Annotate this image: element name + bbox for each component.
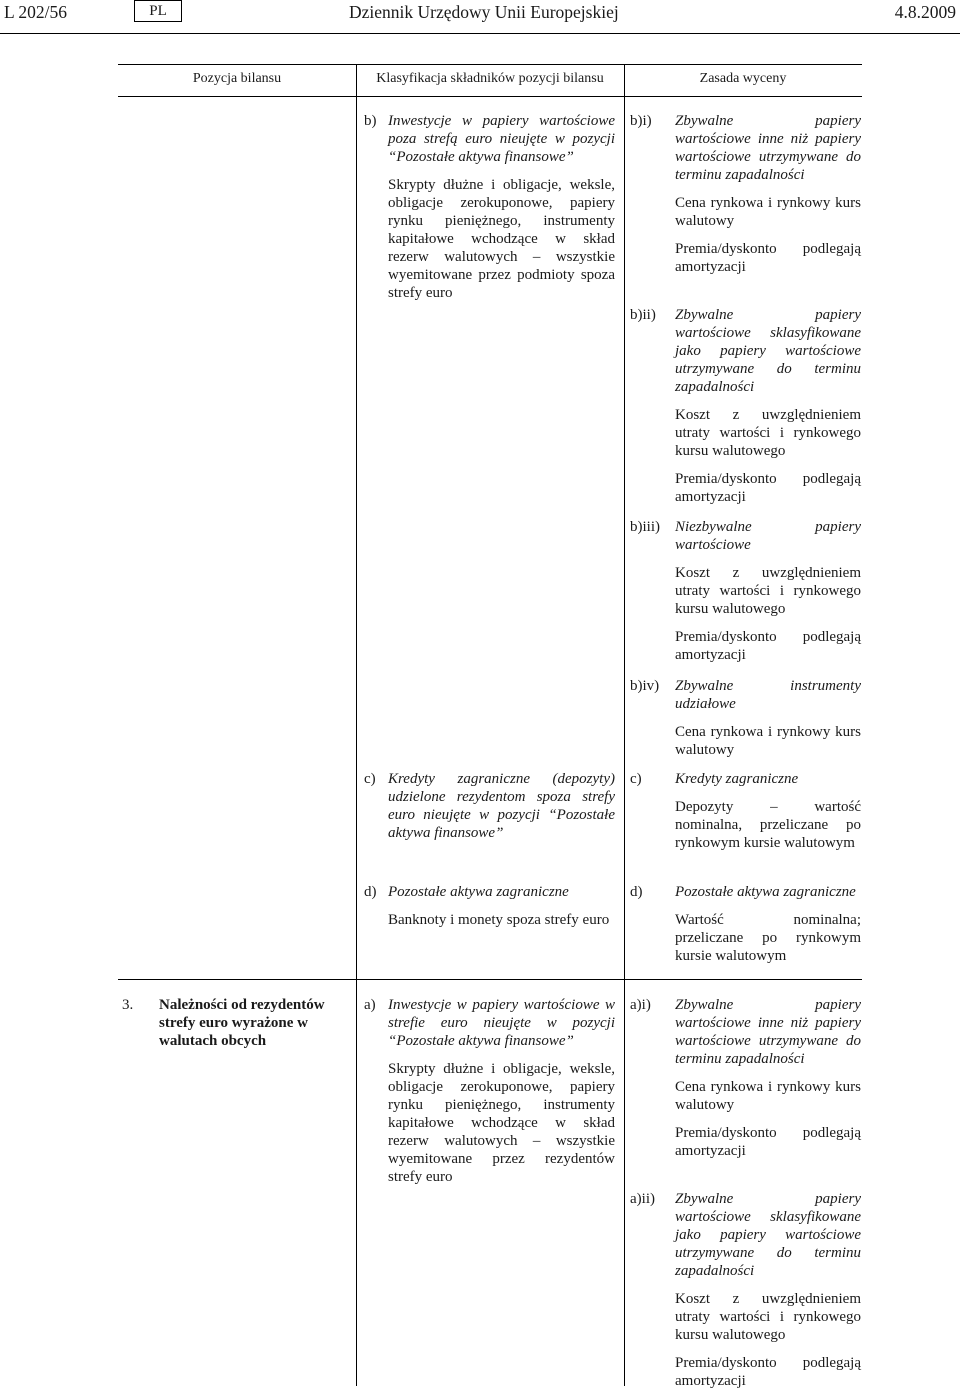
val-bii xyxy=(675,306,861,506)
language-badge: PL xyxy=(134,0,182,22)
val-biv xyxy=(675,677,861,759)
val-ai-label: a)i) xyxy=(630,997,651,1013)
col-header-position: Pozycja bilansu xyxy=(192,71,282,86)
row-c-title: Kredyty zagraniczne (depozyty) udzielone rezydentom spoza strefy euro nieujęte w pozycji “Pozostałe aktywa finansowe” xyxy=(388,771,615,841)
table-header-rule xyxy=(118,96,862,97)
running-header xyxy=(0,0,960,28)
table-top-rule xyxy=(118,64,862,65)
row-3a-classification xyxy=(388,996,615,1186)
val-aii xyxy=(675,1190,861,1390)
val-bii-title: Zbywalne papiery wartościowe sklasyfikowane jako papiery wartościowe utrzymywane do terminu zapadalności xyxy=(675,307,861,395)
row-b-title: Inwestycje w papiery wartościowe poza strefą euro nieujęte w pozycji “Pozostałe aktywa finansowe” xyxy=(388,113,615,165)
val-c-text: Depozyty – wartość nominalna, przeliczane po rynkowym kursie walutowym xyxy=(675,799,861,851)
val-biii-label: b)iii) xyxy=(630,519,660,535)
col-header-classification: Klasyfikacja składników pozycji bilansu xyxy=(376,71,604,86)
val-biii xyxy=(675,518,861,664)
publication-date: 4.8.2009 xyxy=(894,2,956,22)
val-biii-line-1: Koszt z uwzględnieniem utraty wartości i rynkowego kursu walutowego xyxy=(675,565,861,617)
row-3a-text: Skrypty dłużne i obligacje, weksle, obligacje zerokuponowe, papiery rynku pieniężnego, instrumenty kapitałowe wchodzące w skład rezerw walutowych – wszystkie wyemitowane przez rezydentów strefy euro xyxy=(388,1061,615,1185)
val-biv-line-1: Cena rynkowa i rynkowy kurs walutowy xyxy=(675,724,861,758)
val-bi-line-2: Premia/dyskonto podlegają amortyzacji xyxy=(675,241,861,275)
val-ai-title: Zbywalne papiery wartościowe inne niż papiery wartościowe utrzymywane do terminu zapadalności xyxy=(675,997,861,1067)
header-rule xyxy=(0,33,960,34)
row-3-number: 3. xyxy=(122,997,134,1013)
val-bii-label: b)ii) xyxy=(630,307,656,323)
val-c xyxy=(675,770,861,852)
val-bi-line-1: Cena rynkowa i rynkowy kurs walutowy xyxy=(675,195,861,229)
row-d-label: d) xyxy=(364,884,377,900)
row-d-title: Pozostałe aktywa zagraniczne xyxy=(388,884,569,900)
val-bi-label: b)i) xyxy=(630,113,652,129)
row-c-classification xyxy=(388,770,615,842)
val-d-text: Wartość nominalna; przeliczane po rynkowym kursie walutowym xyxy=(675,912,861,964)
journal-title: Dziennik Urzędowy Unii Europejskiej xyxy=(349,2,619,22)
row-3a-title: Inwestycje w papiery wartościowe w strefie euro nieujęte w pozycji “Pozostałe aktywa finansowe” xyxy=(388,997,615,1049)
val-ai xyxy=(675,996,861,1160)
val-bii-line-1: Koszt z uwzględnieniem utraty wartości i rynkowego kursu walutowego xyxy=(675,407,861,459)
val-bi-title: Zbywalne papiery wartościowe inne niż papiery wartościowe utrzymywane do terminu zapadalności xyxy=(675,113,861,183)
row-d-text: Banknoty i monety spoza strefy euro xyxy=(388,912,610,928)
column-divider-1-lower xyxy=(356,980,357,1386)
val-bii-line-2: Premia/dyskonto podlegają amortyzacji xyxy=(675,471,861,505)
val-ai-line-1: Cena rynkowa i rynkowy kurs walutowy xyxy=(675,1079,861,1113)
val-aii-line-1: Koszt z uwzględnieniem utraty wartości i rynkowego kursu walutowego xyxy=(675,1291,861,1343)
val-d xyxy=(675,883,861,965)
row-c-label: c) xyxy=(364,771,376,787)
row-rule xyxy=(118,979,862,980)
val-c-title: Kredyty zagraniczne xyxy=(675,771,799,787)
val-aii-line-2: Premia/dyskonto podlegają amortyzacji xyxy=(675,1355,861,1389)
row-d-classification xyxy=(388,883,615,929)
val-aii-label: a)ii) xyxy=(630,1191,655,1207)
val-biv-title: Zbywalne instrumenty udziałowe xyxy=(675,678,861,712)
row-b-text: Skrypty dłużne i obligacje, weksle, obligacje zerokuponowe, papiery rynku pieniężnego, instrumenty kapitałowe wchodzące w skład rezerw walutowych – wszystkie wyemitowane przez podmioty spoza strefy euro xyxy=(388,177,615,301)
val-d-title: Pozostałe aktywa zagraniczne xyxy=(675,884,856,900)
column-divider-2-lower xyxy=(624,980,625,1386)
val-d-label: d) xyxy=(630,884,643,900)
col-header-valuation: Zasada wyceny xyxy=(699,71,787,86)
val-bi xyxy=(675,112,861,276)
row-b-classification xyxy=(388,112,615,302)
row-b-label: b) xyxy=(364,113,377,129)
page-number: L 202/56 xyxy=(4,2,68,22)
val-c-label: c) xyxy=(630,771,642,787)
row-3-title: Należności od rezydentów strefy euro wyrażone w walutach obcych xyxy=(159,997,325,1049)
val-biv-label: b)iv) xyxy=(630,678,660,694)
column-divider-1 xyxy=(356,64,357,979)
row-3a-label: a) xyxy=(364,997,376,1013)
row-3-position xyxy=(159,996,351,1050)
val-biii-line-2: Premia/dyskonto podlegają amortyzacji xyxy=(675,629,861,663)
column-divider-2 xyxy=(624,64,625,979)
val-ai-line-2: Premia/dyskonto podlegają amortyzacji xyxy=(675,1125,861,1159)
val-aii-title: Zbywalne papiery wartościowe sklasyfikowane jako papiery wartościowe utrzymywane do terminu zapadalności xyxy=(675,1191,861,1279)
val-biii-title: Niezbywalne papiery wartościowe xyxy=(675,519,861,553)
